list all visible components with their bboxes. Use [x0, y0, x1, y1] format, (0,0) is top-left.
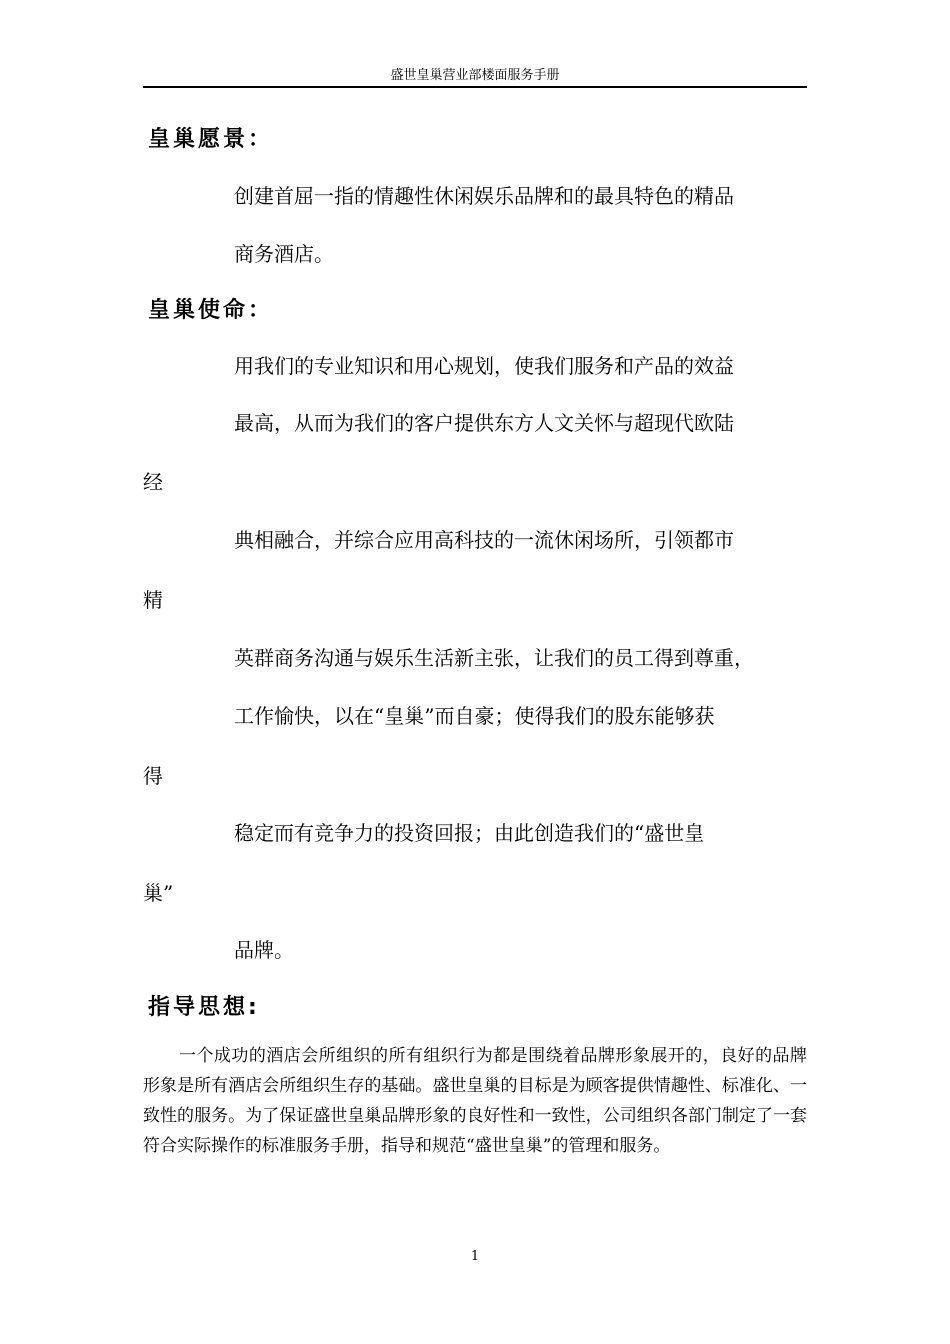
mission-line-5: 精 — [143, 588, 163, 612]
page-number: 1 — [470, 1249, 480, 1264]
header-divider — [143, 86, 807, 88]
mission-line-10: 巢” — [143, 881, 174, 905]
guiding-paragraph: 一个成功的酒店会所组织的所有组织行为都是围绕着品牌形象展开的，良好的品牌形象是所有酒店会所组织生存的基础。盛世皇巢的目标是为顾客提供情趣性、标准化、一致性的服务。为了保证盛世皇巢品牌形象的良好性和一致性，公司组织各部门制定了一套符合实际操作的标准服务手册，指导和规范“盛世皇巢”的管理和服务。 — [143, 1046, 807, 1156]
vision-heading: 皇巢愿景： — [148, 127, 274, 152]
mission-line-4: 典相融合，并综合应用高科技的一流休闲场所，引领都市 — [234, 528, 734, 552]
guiding-heading: 指导思想: — [148, 995, 260, 1020]
mission-line-8: 得 — [143, 764, 163, 788]
mission-line-7: 工作愉快，以在“皇巢”而自豪；使得我们的股东能够获 — [234, 704, 715, 728]
mission-line-6: 英群商务沟通与娱乐生活新主张，让我们的员工得到尊重， — [234, 646, 754, 670]
running-header: 盛世皇巢营业部楼面服务手册 — [390, 68, 560, 83]
mission-heading: 皇巢使命： — [148, 298, 274, 323]
mission-line-3: 经 — [143, 470, 163, 494]
mission-line-9: 稳定而有竞争力的投资回报；由此创造我们的“盛世皇 — [234, 821, 705, 845]
vision-line-2: 商务酒店。 — [234, 242, 334, 266]
mission-line-2: 最高，从而为我们的客户提供东方人文关怀与超现代欧陆 — [234, 411, 734, 435]
mission-line-1: 用我们的专业知识和用心规划，使我们服务和产品的效益 — [234, 354, 734, 378]
vision-line-1: 创建首屈一指的情趣性休闲娱乐品牌和的最具特色的精品 — [234, 184, 734, 208]
mission-line-11: 品牌。 — [234, 938, 294, 962]
